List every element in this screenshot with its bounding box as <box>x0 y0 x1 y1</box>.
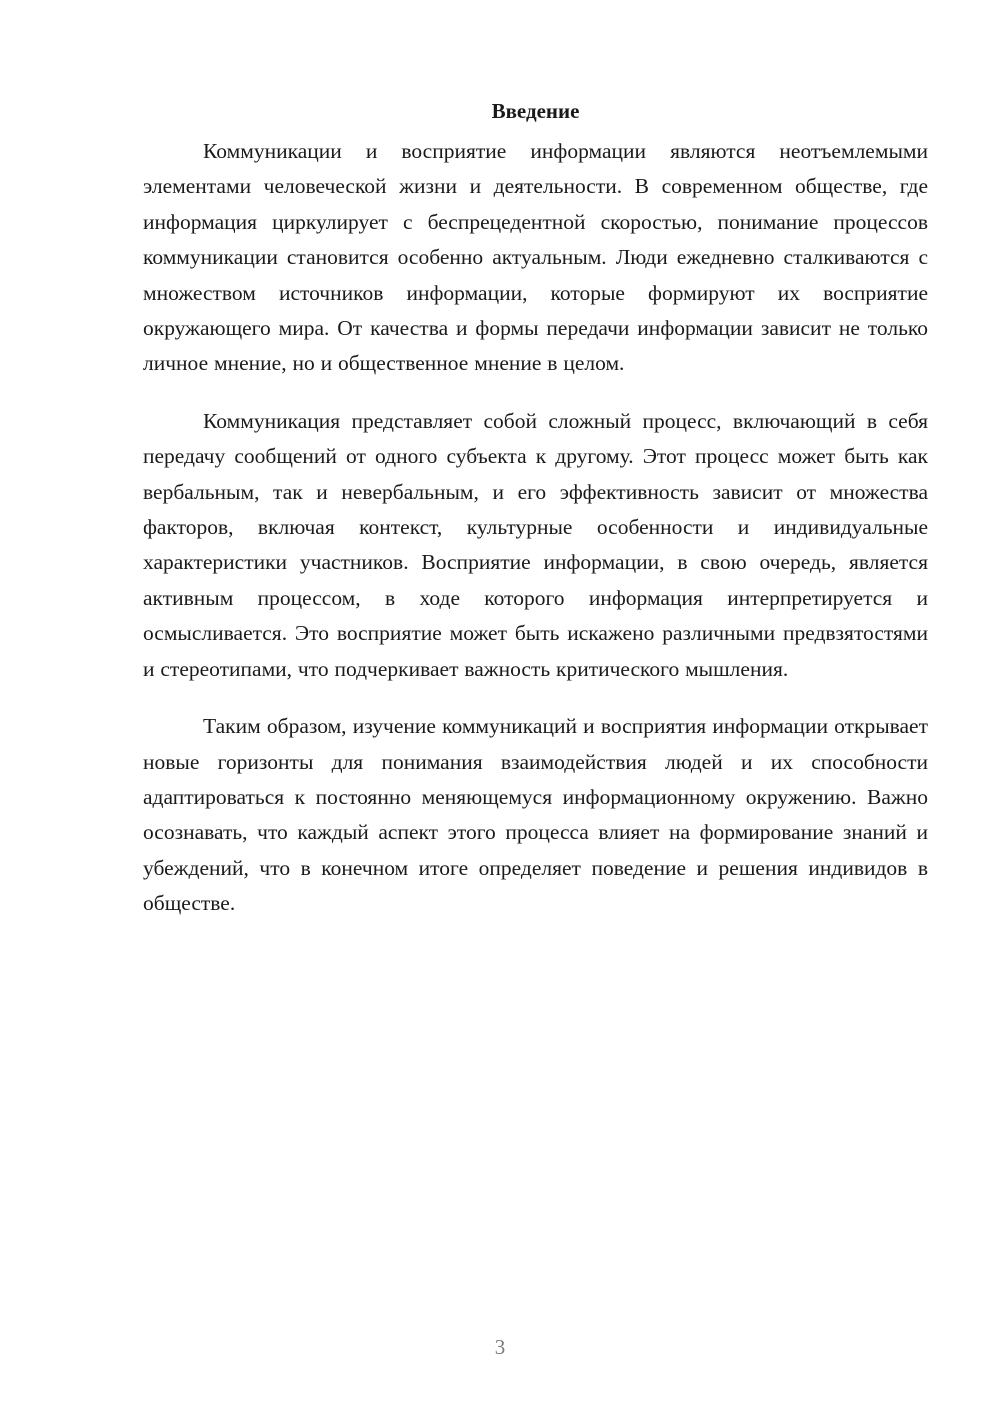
paragraph-2: Коммуникация представляет собой сложный процесс, включающий в себя передачу сообщений от одного субъекта к другому. Этот процесс может быть как вербальным, так и невербальным, и его эффективность зависит от множества факторов, включая контекст, культурные особенности и индивидуальные характеристики участников. Восприятие информации, в свою очередь, является активным процессом, в ходе которого информация интерпретируется и осмысливается. Это восприятие может быть искажено различными предвзятостями и стереотипами, что подчеркивает важность критического мышления. <box>143 408 928 681</box>
section-title: Введение <box>491 99 580 123</box>
paragraph-3: Таким образом, изучение коммуникаций и восприятия информации открывает новые горизонты для понимания взаимодействия людей и их способности адаптироваться к постоянно меняющемуся информационному окружению. Важно осознавать, что каждый аспект этого процесса влияет на формирование знаний и убеждений, что в конечном итоге определяет поведение и решения индивидов в обществе. <box>143 714 928 916</box>
document-body <box>143 96 928 944</box>
page-number: 3 <box>494 1335 506 1359</box>
paragraph-1: Коммуникации и восприятие информации являются неотъемлемыми элементами человеческой жизни и деятельности. В современном обществе, где информация циркулирует с беспрецедентной скоростью, понимание процессов коммуникации становится особенно актуальным. Люди ежедневно сталкиваются с множеством источников информации, которые формируют их восприятие окружающего мира. От качества и формы передачи информации зависит не только личное мнение, но и общественное мнение в целом. <box>143 139 928 376</box>
